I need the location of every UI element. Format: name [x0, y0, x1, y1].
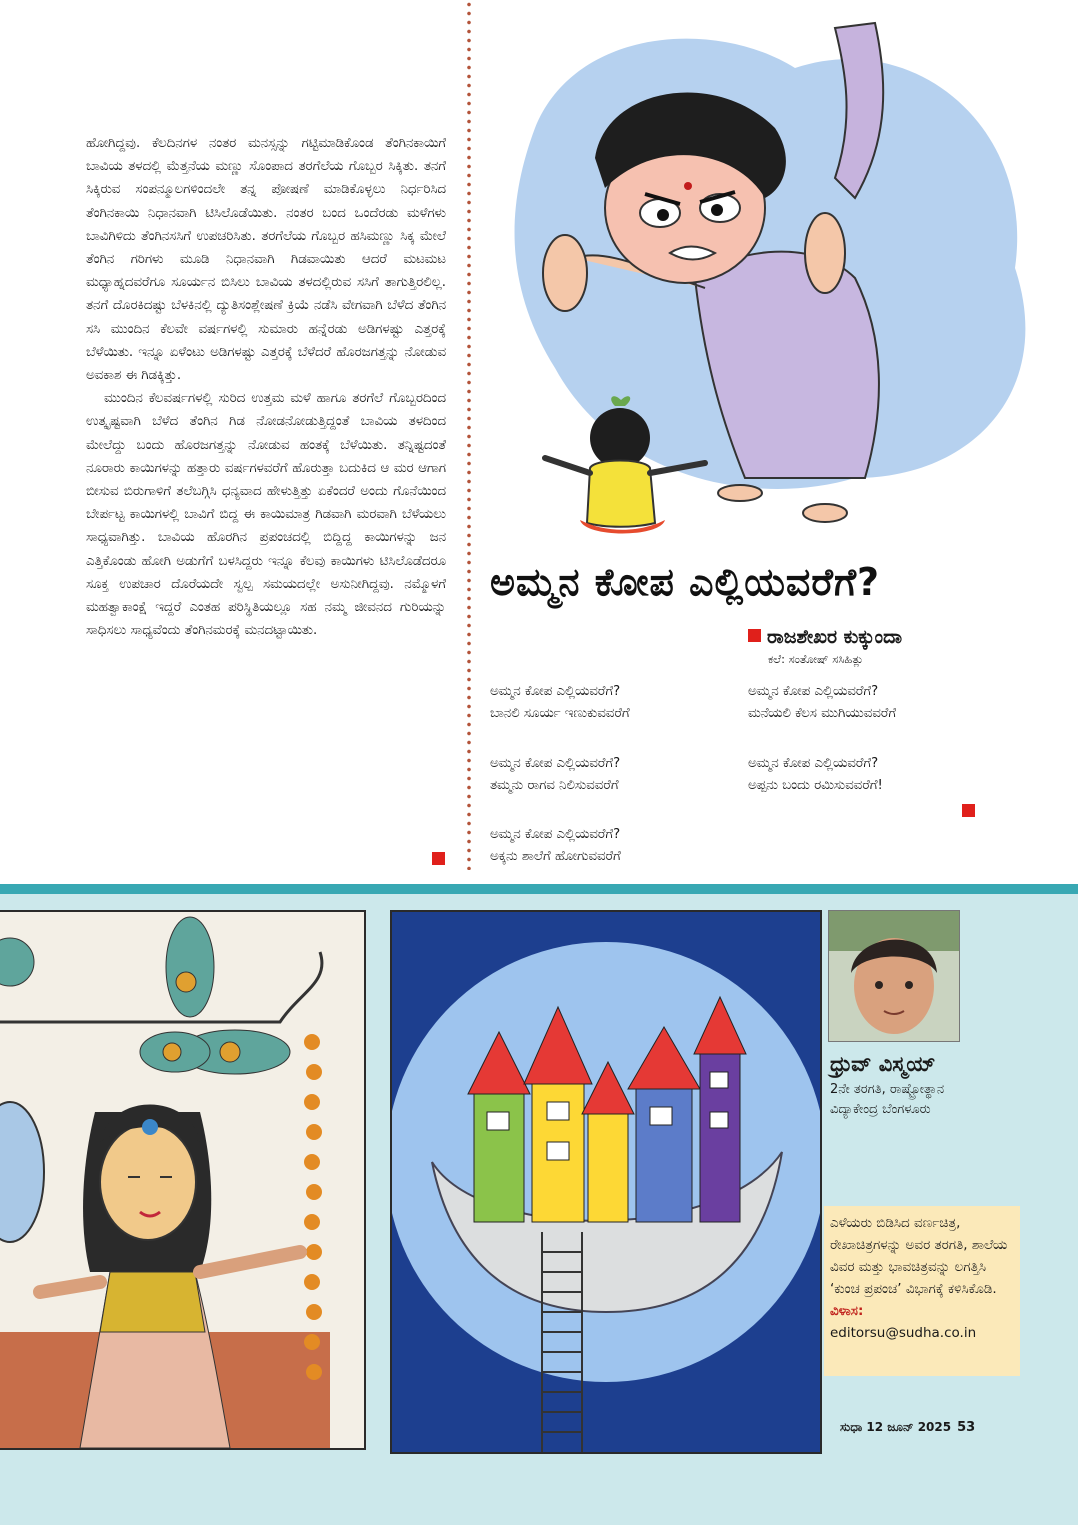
artist-name: ಧ್ರುವ್ ವಿಸ್ಮಯ್: [830, 1052, 936, 1076]
poem-line: ಬಾನಲಿ ಸೂರ್ಯ ಇಣುಕುವವರೆಗೆ: [490, 706, 630, 721]
art-credit: ಕಲೆ: ಸಂತೋಷ್ ಸಸಿಹಿತ್ಲು: [768, 652, 864, 666]
poem-line: ಮನೆಯಲಿ ಕೆಲಸ ಮುಗಿಯುವವರೆಗೆ: [748, 706, 897, 721]
poem-line: ಅಮ್ಮನ ಕೋಪ ಎಲ್ಲಿಯವರೆಗೆ?: [748, 756, 879, 771]
poem-stanza: [490, 824, 621, 868]
poem-line: ಅಮ್ಮನ ಕೋಪ ಎಲ್ಲಿಯವರೆಗೆ?: [748, 684, 879, 699]
poem-line: ಅಮ್ಮನ ಕೋಪ ಎಲ್ಲಿಯವರೆಗೆ?: [490, 684, 621, 699]
poem-stanza: [748, 753, 883, 797]
poem-byline: [748, 626, 902, 648]
poem-author: ರಾಜಶೇಖರ ಕುಕ್ಕುಂದಾ: [767, 626, 903, 648]
poem-stanza: [748, 681, 896, 725]
column-divider: [467, 0, 471, 870]
article-end-mark: [432, 852, 445, 865]
submission-email: editorsu@sudha.co.in: [830, 1325, 977, 1341]
child-drawing-left: [0, 910, 366, 1450]
poem-stanza: [490, 681, 630, 725]
article-paragraph: ಮುಂದಿನ ಕೆಲವರ್ಷಗಳಲ್ಲಿ ಸುರಿದ ಉತ್ತಮ ಮಳೆ ಹಾಗೂ ತರಗೆಲೆ ಗೊಬ್ಬರದಿಂದ ಉತ್ಕೃಷ್ಟವಾಗಿ ಬೆಳೆದ ತೆಂಗಿನ ಗಿಡ ನೋಡನೋಡುತ್ತಿದ್ದಂತೆ ಬಾವಿಯ ತಳದಿಂದ ಮೇಲೆದ್ದು ಬಂದು ಹೊರಜಗತ್ತನ್ನು ನೋಡುವ ಹಂತಕ್ಕೆ ಬೆಳೆಯಿತು. ತನ್ನಿಷ್ಟದಂತೆ ನೂರಾರು ಕಾಯಿಗಳನ್ನು ಹತ್ತಾರು ವರ್ಷಗಳವರೆಗೆ ಹೊರುತ್ತಾ ಬದುಕಿದ ಆ ಮರ ಆಗಾಗ ಬೀಸುವ ಬಿರುಗಾಳಿಗೆ ತಲೆಬಗ್ಗಿಸಿ ಧನ್ಯವಾದ ಹೇಳುತ್ತಿತ್ತು ಏಕೆಂದರೆ ಅಂದು ಗೊನೆಯಿಂದ ಬೇರ್ಪಟ್ಟ ಕಾಯಿಗಳಲ್ಲಿ ಬಾವಿಗೆ ಬಿದ್ದ ಈ ಕಾಯಿಮಾತ್ರ ಗಿಡವಾಗಿ ಮರವಾಗಿ ಬೆಳೆಯಲು ಸಾಧ್ಯವಾಗಿತ್ತು. ಬಾವಿಯ ಹೊರಗಿನ ಪ್ರಪಂಚದಲ್ಲಿ ಬಿದ್ದಿದ್ದ ಕಾಯಿಗಳನ್ನು ಜನ ಎತ್ತಿಕೊಂಡು ಹೋಗಿ ಅಡುಗೆಗೆ ಬಳಸಿದ್ದರು ಇನ್ನೂ ಕೆಲವು ಕಾಯಿಗಳು ಟಿಸಿಲೊಡೆದರೂ ಸೂಕ್ತ ಉಪಚಾರ ದೊರೆಯದೇ ಸ್ವಲ್ಪ ಸಮಯದಲ್ಲೇ ಅಸುನೀಗಿದ್ದವು. ನಮ್ಮೊಳಗೆ ಮಹತ್ವಾಕಾಂಕ್ಷೆ ಇದ್ದರೆ ಎಂತಹ ಪರಿಸ್ಥಿತಿಯಲ್ಲೂ ಸಹ ನಮ್ಮ ಜೀವನದ ಗುರಿಯನ್ನು ಸಾಧಿಸಲು ಸಾಧ್ಯವೆಂದು ತೆಂಗಿನಮರಕ್ಕೆ ಮನದಟ್ಟಾಯಿತು.: [86, 391, 446, 639]
submission-info-box: [824, 1206, 1020, 1376]
folio-text: ಸುಧಾ 12 ಜೂನ್ 2025: [840, 1420, 952, 1434]
child-drawing-right: [390, 910, 822, 1454]
poem-stanza: [490, 753, 620, 797]
poem-title: ಅಮ್ಮನ ಕೋಪ ಎಲ್ಲಿಯವರೆಗೆ?: [490, 560, 881, 604]
submission-text: ಎಳೆಯರು ಬಿಡಿಸಿದ ವರ್ಣಚಿತ್ರ, ರೇಖಾಚಿತ್ರಗಳನ್ನು ಅವರ ತರಗತಿ, ಶಾಲೆಯ ವಿವರ ಮತ್ತು ಭಾವಚಿತ್ರವನ್ನು ಲಗತ್ತಿಸಿ ‘ಕುಂಚ ಪ್ರಪಂಚ’ ವಿಭಾಗಕ್ಕೆ ಕಳಿಸಿಕೊಡಿ.: [830, 1215, 1008, 1297]
poem-end-mark: [962, 804, 975, 817]
artist-photo: [828, 910, 960, 1042]
poem-line: ಅಪ್ಪನು ಬಂದು ರಮಿಸುವವರೆಗೆ!: [748, 778, 883, 793]
poem-line: ಅಮ್ಮನ ಕೋಪ ಎಲ್ಲಿಯವರೆಗೆ?: [490, 756, 621, 771]
article-body: [86, 132, 446, 642]
artist-class: 2ನೇ ತರಗತಿ, ರಾಷ್ಟ್ರೋತ್ಥಾನ: [830, 1082, 945, 1097]
poem-line: ಅಕ್ಕನು ಶಾಲೆಗೆ ಹೋಗುವವರೆಗೆ: [490, 849, 621, 864]
address-label: ವಿಳಾಸ:: [830, 1303, 864, 1319]
page-number: 53: [957, 1420, 976, 1435]
article-paragraph: ಹೋಗಿದ್ದವು. ಕೆಲದಿನಗಳ ನಂತರ ಮನಸ್ಸನ್ನು ಗಟ್ಟಿಮಾಡಿಕೊಂಡ ತೆಂಗಿನಕಾಯಿಗೆ ಬಾವಿಯ ತಳದಲ್ಲಿ ಮೆತ್ತನೆಯ ಮಣ್ಣು ಸೊಂಪಾದ ತರಗೆಲೆಯ ಗೊಬ್ಬರ ಸಿಕ್ಕಿತು. ತನಗೆ ಸಿಕ್ಕಿರುವ ಸಂಪನ್ಮೂಲಗಳಿಂದಲೇ ತನ್ನ ಪೋಷಣೆ ಮಾಡಿಕೊಳ್ಳಲು ನಿರ್ಧರಿಸಿದ ತೆಂಗಿನಕಾಯಿ ನಿಧಾನವಾಗಿ ಟಿಸಿಲೊಡೆಯಿತು. ನಂತರ ಬಂದ ಒಂದೆರಡು ಮಳೆಗಳು ಬಾವಿಗಿಳಿದು ತೆಂಗಿನಸಸಿಗೆ ಉಪಚರಿಸಿತು. ತರಗೆಲೆಯ ಗೊಬ್ಬರ ಹಸಿಮಣ್ಣು ಸಿಕ್ಕ ಮೇಲೆ ತೆಂಗಿನ ಗರಿಗಳು ಮೂಡಿ ನಿಧಾನವಾಗಿ ಗಿಡವಾಯಿತು ಆದರೆ ಮಟಮಟ ಮಧ್ಯಾಹ್ನದವರೆಗೂ ಸೂರ್ಯನ ಬಿಸಿಲು ಬಾವಿಯ ತಳದಲ್ಲಿರುವ ಸಸಿಗೆ ತಾಗುತ್ತಿರಲಿಲ್ಲ. ತನಗೆ ದೊರಕಿದಷ್ಟು ಬೆಳಕಿನಲ್ಲಿ ದ್ಯುತಿಸಂಶ್ಲೇಷಣೆ ಕ್ರಿಯೆ ನಡೆಸಿ ವೇಗವಾಗಿ ಬೆಳೆದ ತೆಂಗಿನ ಸಸಿ ಮುಂದಿನ ಕೆಲವೇ ವರ್ಷಗಳಲ್ಲಿ ಸುಮಾರು ಹನ್ನೆರಡು ಅಡಿಗಳಷ್ಟು ಎತ್ತರಕ್ಕೆ ಬೆಳೆಯಿತು. ಇನ್ನೂ ಏಳೆಂಟು ಅಡಿಗಳಷ್ಟು ಎತ್ತರಕ್ಕೆ ಬೆಳೆದರೆ ಹೊರಜಗತ್ತನ್ನು ನೋಡುವ ಅವಕಾಶ ಈ ಗಿಡಕ್ಕಿತ್ತು.: [86, 136, 446, 384]
poem-line: ಅಮ್ಮನ ಕೋಪ ಎಲ್ಲಿಯವರೆಗೆ?: [490, 827, 621, 842]
page-folio: [840, 1420, 975, 1435]
poem-line: ತಮ್ಮನು ರಾಗವ ನಿಲಿಸುವವರೆಗೆ: [490, 778, 619, 793]
artist-school: ವಿದ್ಯಾಕೇಂದ್ರ ಬೆಂಗಳೂರು: [830, 1102, 931, 1117]
section-band: [0, 884, 1078, 894]
poem-illustration: [495, 8, 1055, 568]
byline-square: [748, 629, 761, 642]
artist-info: [830, 1080, 944, 1120]
